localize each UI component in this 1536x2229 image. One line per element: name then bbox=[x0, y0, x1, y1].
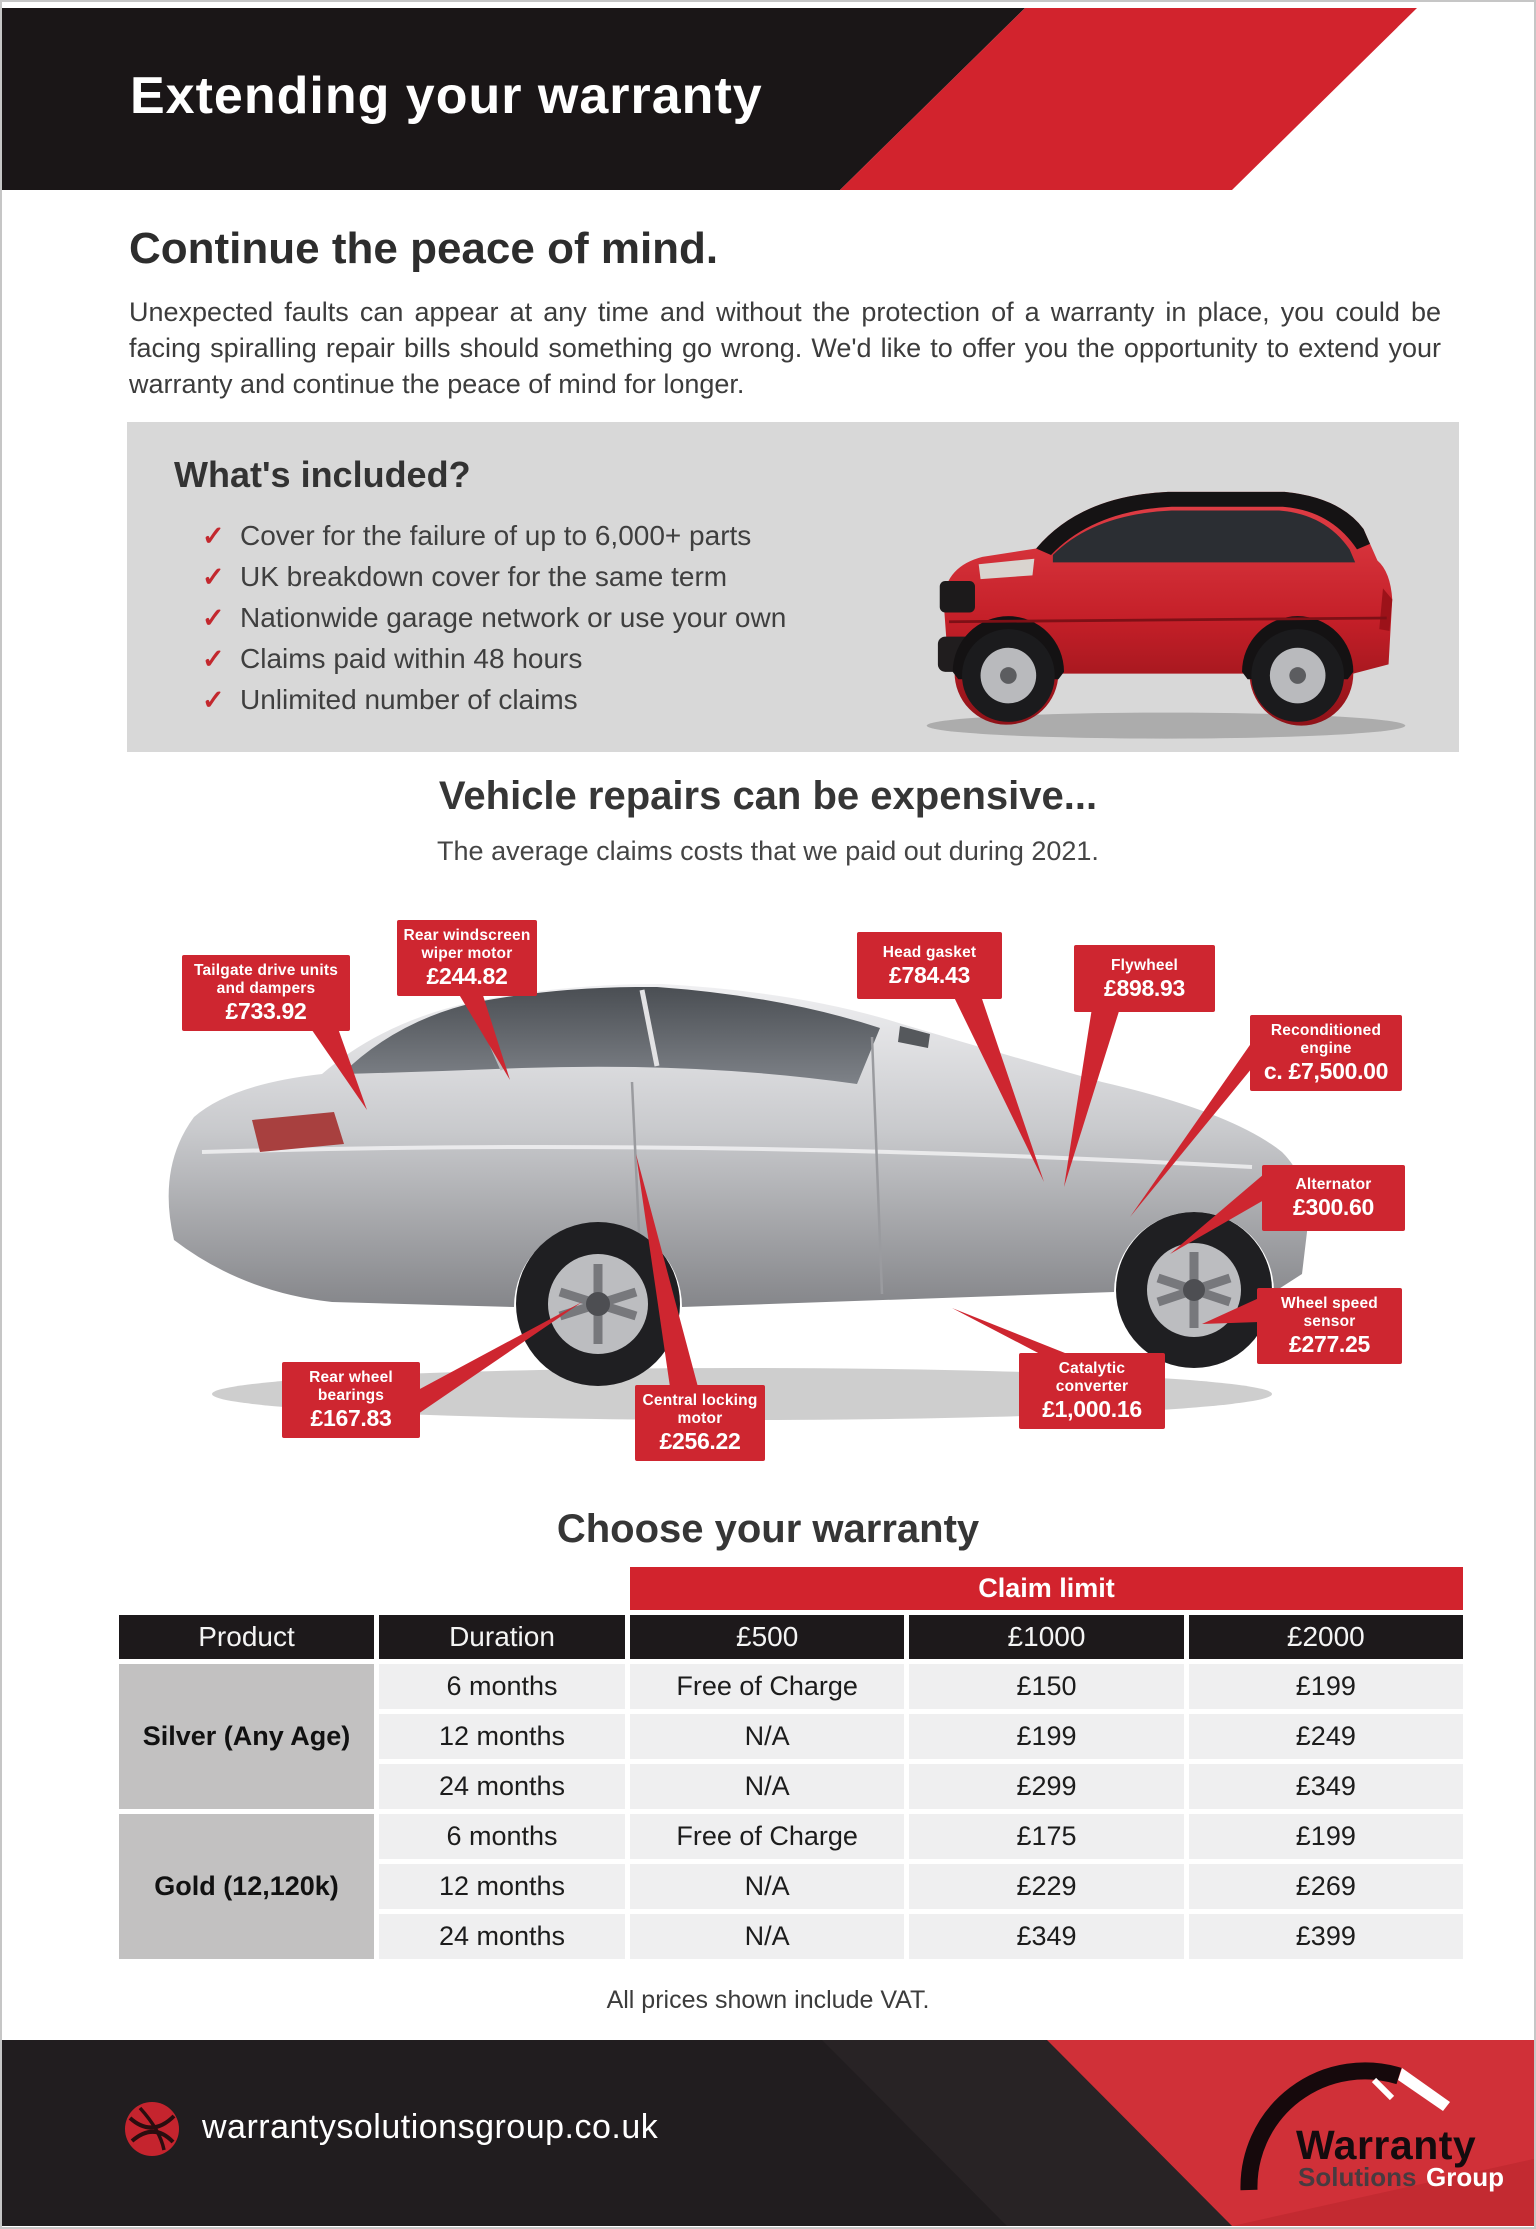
price-cell: Free of Charge bbox=[630, 1664, 904, 1709]
price-cell: Free of Charge bbox=[630, 1814, 904, 1859]
callout-price: £898.93 bbox=[1103, 975, 1186, 1001]
product-cell-silver: Silver (Any Age) bbox=[119, 1664, 374, 1809]
callout-head-gasket bbox=[857, 932, 1002, 999]
callout-price: £277.25 bbox=[1288, 1331, 1371, 1357]
red-suv-image bbox=[881, 440, 1451, 746]
price-cell: N/A bbox=[630, 1764, 904, 1809]
table-header-row bbox=[119, 1615, 1463, 1659]
price-cell: £349 bbox=[1189, 1764, 1463, 1809]
column-header-duration: Duration bbox=[379, 1615, 625, 1659]
duration-cell: 24 months bbox=[379, 1914, 625, 1959]
product-cell-gold: Gold (12,120k) bbox=[119, 1814, 374, 1959]
price-cell: £399 bbox=[1189, 1914, 1463, 1959]
logo-solutions-text: Solutions bbox=[1298, 2162, 1417, 2192]
logo-group-text: Group bbox=[1426, 2162, 1504, 2192]
callout-wheel-speed-sensor bbox=[1257, 1288, 1402, 1364]
repairs-subheading: The average claims costs that we paid out during 2021. bbox=[437, 836, 1099, 866]
footer-website-link[interactable]: warrantysolutionsgroup.co.uk bbox=[202, 2108, 659, 2146]
price-cell: N/A bbox=[630, 1714, 904, 1759]
callout-price: £784.43 bbox=[888, 962, 971, 988]
column-header-2000: £2000 bbox=[1189, 1615, 1463, 1659]
intro-heading: Continue the peace of mind. bbox=[129, 224, 719, 273]
callout-price: £256.22 bbox=[659, 1428, 741, 1454]
list-item-label: Nationwide garage network or use your own bbox=[240, 602, 787, 633]
price-cell: £175 bbox=[909, 1814, 1183, 1859]
callout-rear-windscreen-wiper-motor bbox=[397, 920, 537, 996]
callout-rear-wheel-bearings bbox=[282, 1362, 420, 1438]
spacer-cell bbox=[119, 1567, 374, 1610]
price-cell: N/A bbox=[630, 1864, 904, 1909]
price-cell: £199 bbox=[909, 1714, 1183, 1759]
callout-label: Wheel speed sensor bbox=[1281, 1295, 1378, 1330]
callout-label: Tailgate drive units and dampers bbox=[193, 962, 339, 997]
check-icon: ✓ bbox=[202, 644, 225, 674]
price-cell: £150 bbox=[909, 1664, 1183, 1709]
check-icon: ✓ bbox=[202, 603, 225, 633]
list-item-label: UK breakdown cover for the same term bbox=[240, 561, 728, 592]
callout-alternator bbox=[1262, 1165, 1405, 1231]
price-cell: £199 bbox=[1189, 1814, 1463, 1859]
table-row bbox=[119, 1814, 1463, 1859]
callout-price: £733.92 bbox=[225, 998, 307, 1024]
list-item bbox=[202, 684, 786, 725]
duration-cell: 24 months bbox=[379, 1764, 625, 1809]
duration-cell: 12 months bbox=[379, 1864, 625, 1909]
callout-tailgate-drive-units bbox=[182, 955, 350, 1031]
price-cell: N/A bbox=[630, 1914, 904, 1959]
price-cell: £299 bbox=[909, 1764, 1183, 1809]
intro-paragraph: Unexpected faults can appear at any time and without the protection of a warranty in place, you could be facing spiralling repair bills should something go wrong. We'd like to offer you the opportunity to extend your warranty and continue the peace of mind for longer. bbox=[129, 297, 1441, 399]
claim-limit-banner: Claim limit bbox=[630, 1567, 1463, 1610]
callout-reconditioned-engine bbox=[1250, 1015, 1402, 1091]
callout-price: £244.82 bbox=[426, 963, 508, 989]
spacer-cell bbox=[379, 1567, 625, 1610]
price-cell: £269 bbox=[1189, 1864, 1463, 1909]
logo-warranty-text: Warranty bbox=[1296, 2122, 1477, 2168]
callout-central-locking-motor bbox=[635, 1385, 765, 1461]
duration-cell: 6 months bbox=[379, 1664, 625, 1709]
callout-label: Reconditioned engine bbox=[1270, 1022, 1382, 1057]
callout-price: £300.60 bbox=[1292, 1194, 1375, 1220]
globe-icon bbox=[125, 2102, 179, 2156]
whats-included-list bbox=[202, 520, 786, 725]
callout-label: Flywheel bbox=[1110, 957, 1179, 974]
list-item-label: Claims paid within 48 hours bbox=[240, 643, 583, 674]
whats-included-panel bbox=[127, 422, 1459, 752]
callout-price: £1,000.16 bbox=[1042, 1396, 1142, 1422]
list-item bbox=[202, 561, 786, 602]
callout-price: £167.83 bbox=[310, 1405, 392, 1431]
check-icon: ✓ bbox=[202, 562, 225, 592]
callout-flywheel bbox=[1074, 945, 1215, 1012]
repairs-heading: Vehicle repairs can be expensive... bbox=[438, 774, 1098, 818]
price-cell: £349 bbox=[909, 1914, 1183, 1959]
price-cell: £249 bbox=[1189, 1714, 1463, 1759]
vat-note: All prices shown include VAT. bbox=[606, 1986, 930, 2014]
check-icon: ✓ bbox=[202, 521, 225, 551]
column-header-500: £500 bbox=[630, 1615, 904, 1659]
warranty-pricing-table bbox=[114, 1562, 1468, 1964]
callout-price: c. £7,500.00 bbox=[1263, 1058, 1389, 1084]
duration-cell: 6 months bbox=[379, 1814, 625, 1859]
list-item bbox=[202, 520, 786, 561]
callout-label: Alternator bbox=[1295, 1176, 1372, 1193]
callout-label: Rear wheel bearings bbox=[309, 1369, 393, 1404]
callout-label: Rear windscreen wiper motor bbox=[403, 927, 531, 962]
column-header-product: Product bbox=[119, 1615, 374, 1659]
list-item bbox=[202, 643, 786, 684]
column-header-1000: £1000 bbox=[909, 1615, 1183, 1659]
callout-label: Head gasket bbox=[882, 944, 977, 961]
table-row bbox=[119, 1664, 1463, 1709]
claim-limit-row bbox=[119, 1567, 1463, 1610]
list-item-label: Unlimited number of claims bbox=[240, 684, 578, 715]
choose-warranty-heading: Choose your warranty bbox=[556, 1507, 980, 1551]
whats-included-heading: What's included? bbox=[174, 454, 471, 495]
callout-label: Central locking motor bbox=[642, 1392, 758, 1427]
price-cell: £199 bbox=[1189, 1664, 1463, 1709]
callout-label: Catalytic converter bbox=[1055, 1360, 1129, 1395]
list-item bbox=[202, 602, 786, 643]
page-title: Extending your warranty bbox=[130, 67, 763, 125]
list-item-label: Cover for the failure of up to 6,000+ parts bbox=[240, 520, 752, 551]
check-icon: ✓ bbox=[202, 685, 225, 715]
duration-cell: 12 months bbox=[379, 1714, 625, 1759]
price-cell: £229 bbox=[909, 1864, 1183, 1909]
callout-catalytic-converter bbox=[1019, 1353, 1165, 1429]
